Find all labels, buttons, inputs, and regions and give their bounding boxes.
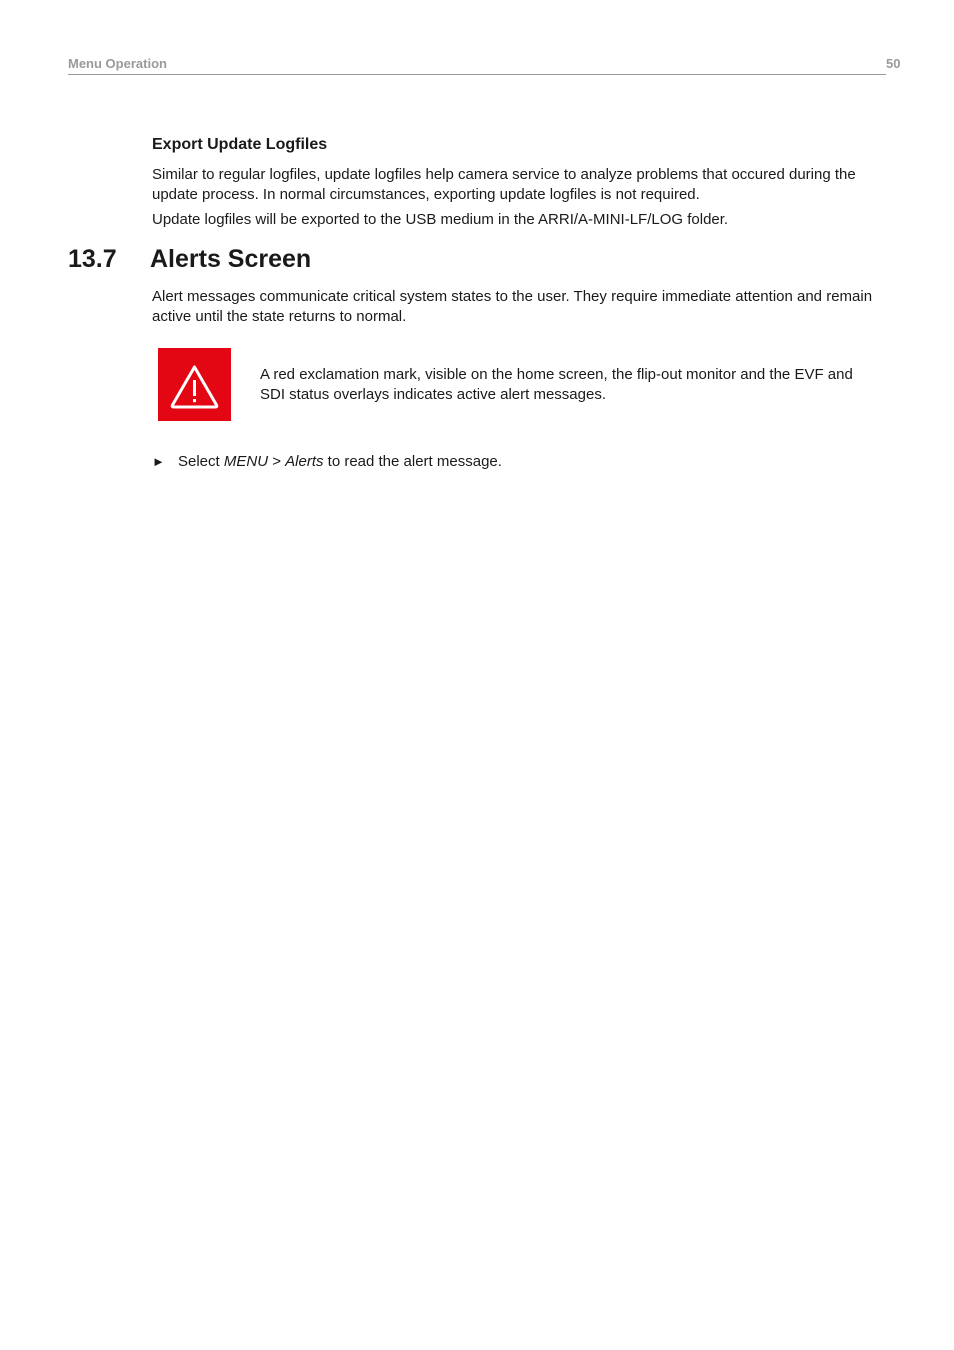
export-logs-paragraph-2: Update logfiles will be exported to the USB medium in the ARRI/A-MINI-LF/LOG folder. bbox=[152, 211, 729, 228]
page-number: 50 bbox=[886, 56, 901, 71]
export-logs-heading: Export Update Logfiles bbox=[152, 136, 328, 153]
header-section-title: Menu Operation bbox=[68, 56, 167, 71]
section-intro: Alert messages communicate critical system states to the user. They require immediate attention and remain active until the state returns to normal. bbox=[152, 288, 873, 325]
step-separator: > bbox=[268, 453, 286, 470]
warning-triangle-icon bbox=[158, 348, 231, 421]
section-title: Alerts Screen bbox=[150, 245, 312, 273]
alert-note-text: A red exclamation mark, visible on the home screen, the flip-out monitor and the EVF and SDI status overlays indicates active alert messages. bbox=[260, 366, 853, 403]
step-suffix: to read the alert message. bbox=[323, 453, 502, 470]
header-divider bbox=[68, 74, 886, 75]
instruction-step bbox=[152, 452, 502, 472]
section-number: 13.7 bbox=[68, 245, 117, 273]
export-logs-paragraph-1: Similar to regular logfiles, update logfiles help camera service to analyze problems that occured during the update process. In normal circumstances, exporting update logfiles is not required. bbox=[152, 166, 856, 203]
step-menu-item: Alerts bbox=[285, 453, 324, 470]
step-menu-label: MENU bbox=[223, 453, 269, 470]
step-prefix: Select bbox=[178, 453, 224, 470]
step-arrow-icon: ► bbox=[152, 454, 165, 469]
